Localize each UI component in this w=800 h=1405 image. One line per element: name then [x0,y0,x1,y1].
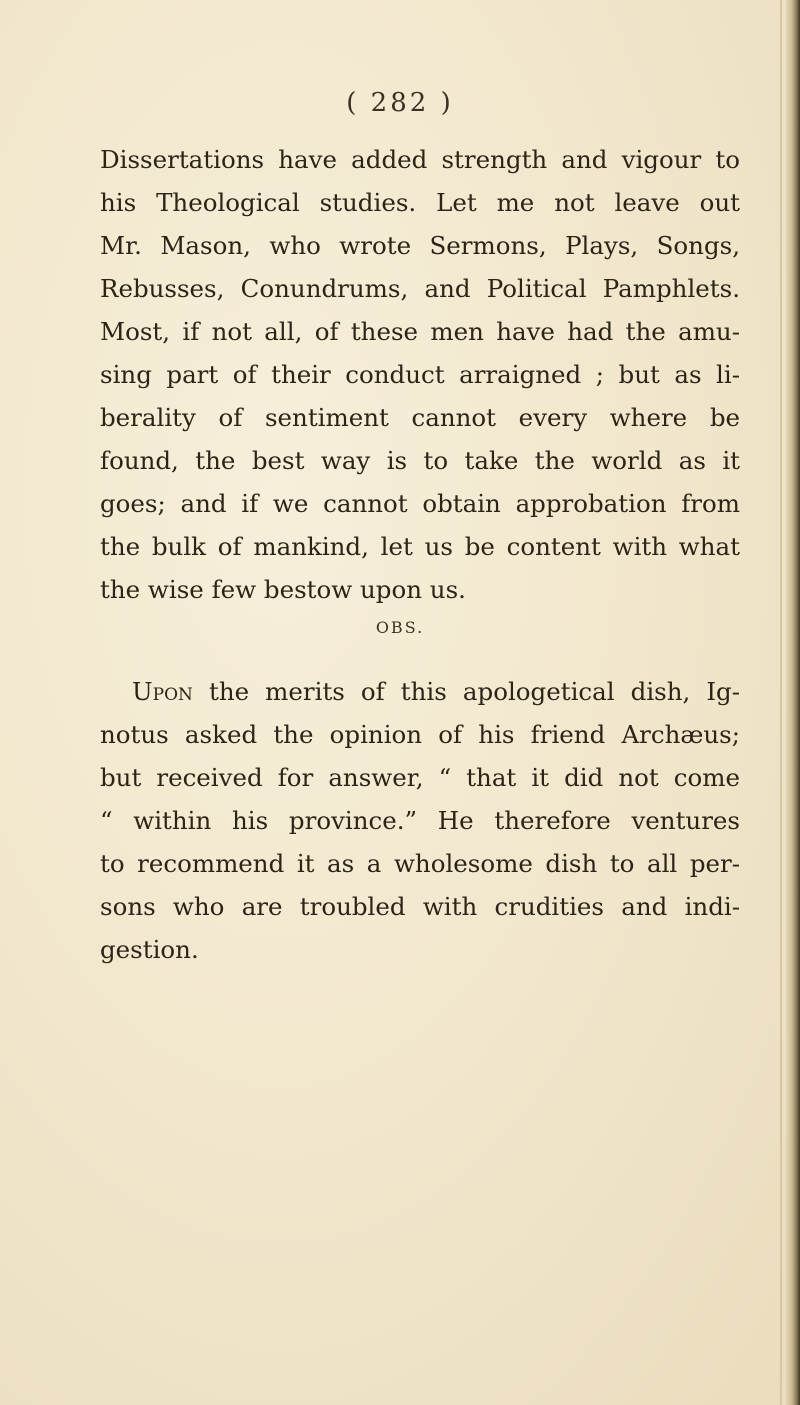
page-binding-edge [786,0,800,1405]
paragraph-1-line: found, the best way is to take the world as it [100,446,740,475]
paragraph-2-line: but received for answer, “ that it did not come [100,763,740,792]
paragraph-2-first-line-rest: the merits of this apologetical dish, Ig- [192,677,740,706]
paragraph-2-line: “ within his province.” He therefore ventures [100,806,740,835]
paragraph-1-line: the bulk of mankind, let us be content with what [100,532,740,561]
paragraph-2-first-word: Upon [132,677,193,706]
paragraph-1-line: the wise few bestow upon us. [100,575,466,604]
paragraph-2-first-line [100,670,740,713]
paragraph-1-line: sing part of their conduct arraigned ; but as li- [100,360,740,389]
page-number: ( 282 ) [346,88,454,118]
section-heading: OBS. [375,618,425,637]
paragraph-2-line: notus asked the opinion of his friend Archæus; [100,720,740,749]
paragraph-1-line: berality of sentiment cannot every where be [100,403,740,432]
paragraph-2-line: gestion. [100,935,199,964]
paragraph-2-line: sons who are troubled with crudities and indi- [100,892,740,921]
paragraph-1-line: Dissertations have added strength and vigour to [100,145,740,174]
paragraph-1-line: Mr. Mason, who wrote Sermons, Plays, Songs, [100,231,740,260]
paragraph-1-line: his Theological studies. Let me not leave out [100,188,740,217]
paragraph-2 [100,670,740,971]
paragraph-2-line: to recommend it as a wholesome dish to all per- [100,849,740,878]
paragraph-1-line: Rebusses, Conundrums, and Political Pamphlets. [100,274,740,303]
page-edge-line [780,0,782,1405]
paragraph-1 [100,138,740,611]
paragraph-1-line: goes; and if we cannot obtain approbation from [100,489,740,518]
paragraph-1-line: Most, if not all, of these men have had the amu- [100,317,740,346]
